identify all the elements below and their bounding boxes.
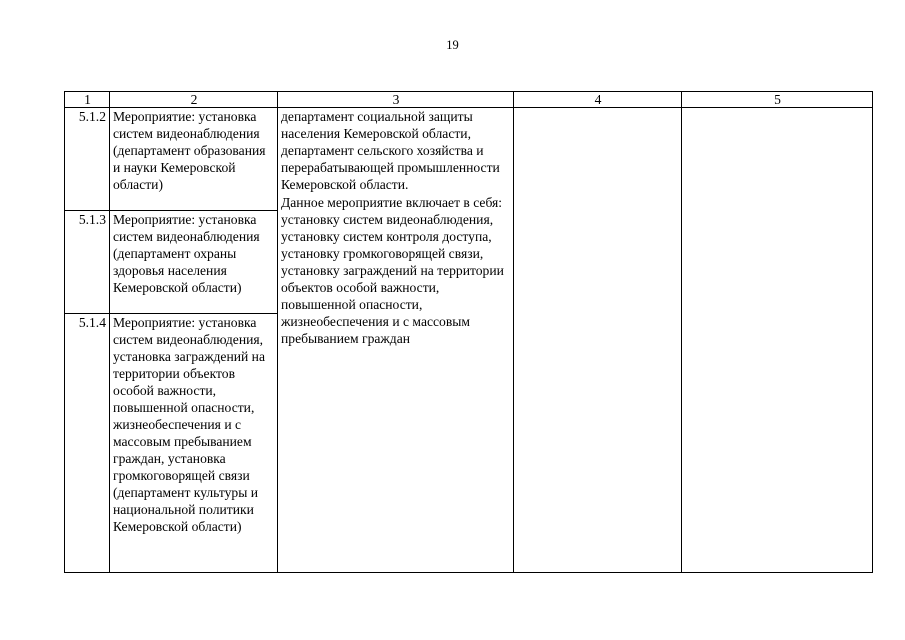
header-col-3: 3 [278, 92, 514, 108]
table-row [65, 108, 873, 211]
header-col-4: 4 [514, 92, 682, 108]
page-number: 19 [446, 38, 459, 52]
description-details: Данное мероприятие включает в себя: установку систем видеонаблюдения, установку систем контроля доступа, установку громкоговорящей связи, установку заграждений на территории объектов особой важности, повышенной опасности, жизнеобеспечения и с массовым пребыванием граждан [281, 195, 504, 346]
table-header-row [65, 92, 873, 108]
event-cell: Мероприятие: установка систем видеонаблюдения (департамент образования и науки Кемеровской области) [110, 108, 278, 211]
row-number: 5.1.4 [65, 314, 110, 573]
event-cell: Мероприятие: установка систем видеонаблюдения, установка заграждений на территории объектов особой важности, повышенной опасности, жизнеобеспечения и с массовым пребыванием граждан, установка громкоговорящей связи (департамент культуры и национальной политики Кемеровской области) [110, 314, 278, 573]
col-4-cell [514, 108, 682, 573]
event-cell: Мероприятие: установка систем видеонаблюдения (департамент охраны здоровья населения Кемеровской области) [110, 211, 278, 314]
row-number: 5.1.3 [65, 211, 110, 314]
header-col-1: 1 [65, 92, 110, 108]
description-cell [278, 108, 514, 573]
header-col-2: 2 [110, 92, 278, 108]
measures-table [64, 91, 873, 573]
row-number: 5.1.2 [65, 108, 110, 211]
header-col-5: 5 [682, 92, 873, 108]
description-responsible: департамент социальной защиты населения Кемеровской области, департамент сельского хозяйства и перерабатывающей промышленности Кемеровской области. [281, 109, 500, 192]
col-5-cell [682, 108, 873, 573]
